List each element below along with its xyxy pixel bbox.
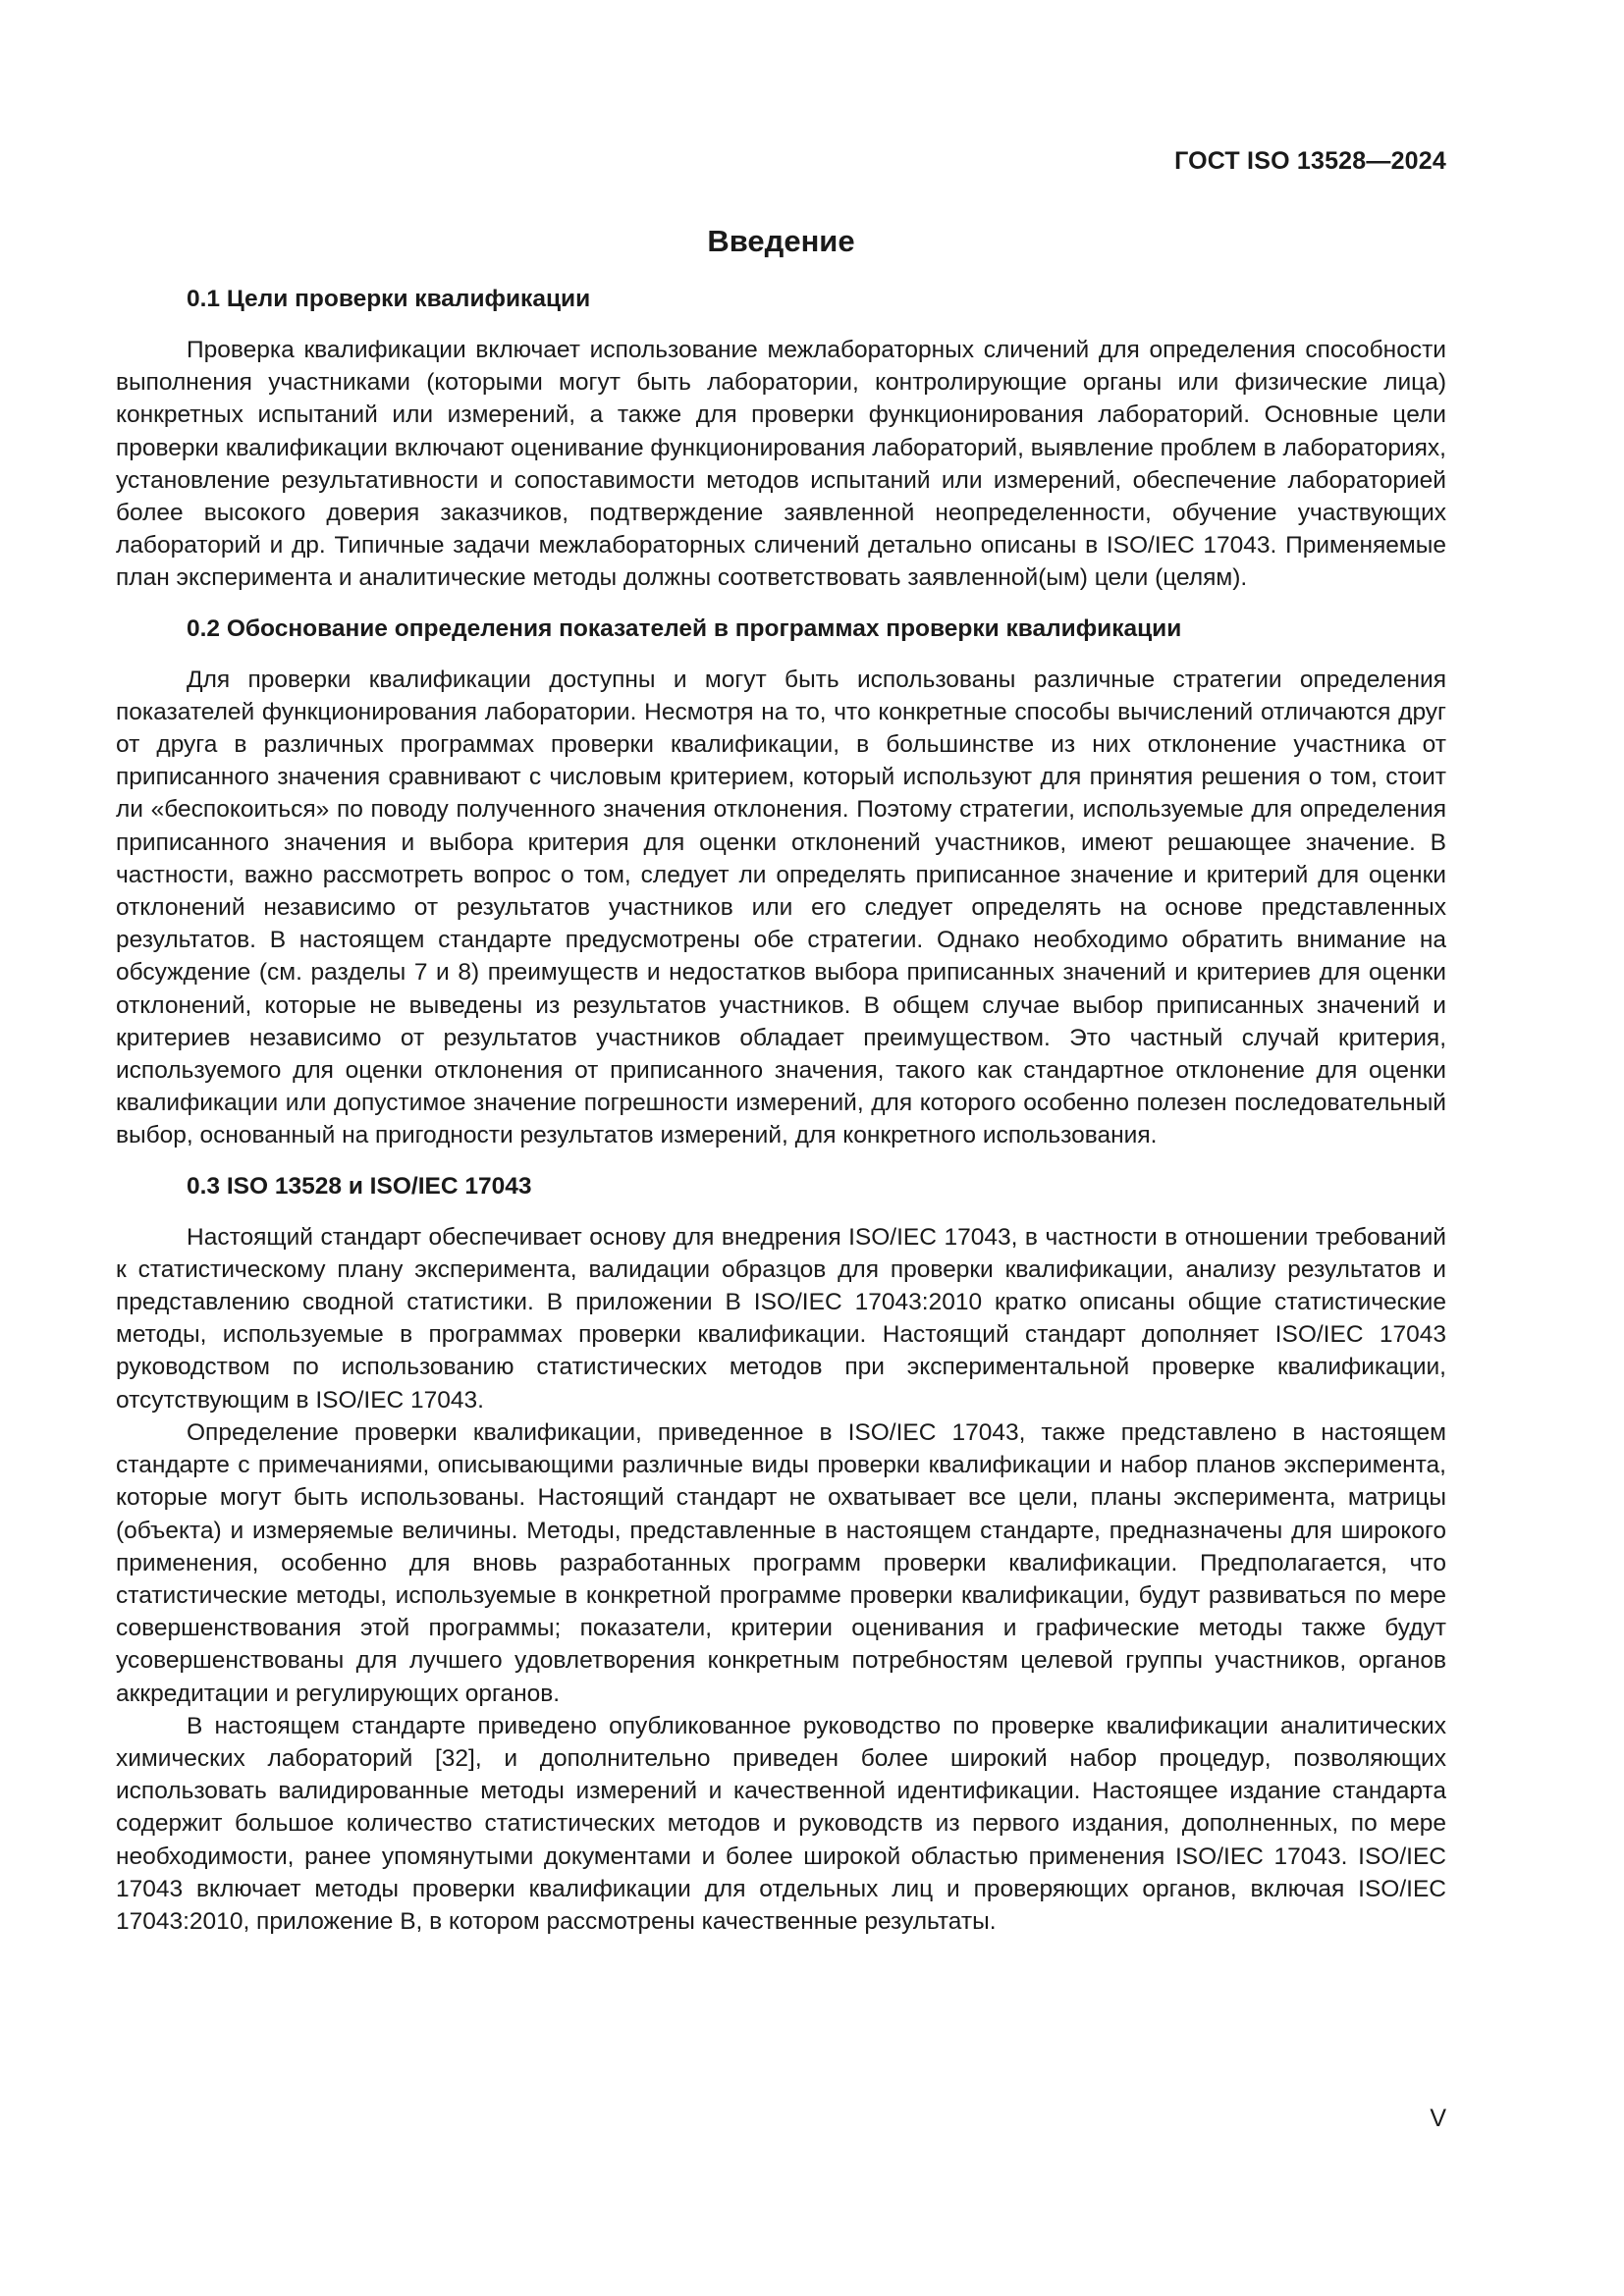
document-code: ГОСТ ISO 13528—2024 [1174,147,1446,175]
page-number: V [1430,2105,1446,2132]
section-0-2-paragraph: Для проверки квалификации доступны и могут быть использованы различные стратегии определения показателей функционирования лаборатории. Несмотря на то, что конкретные способы вычислений отличаются друг от друга в различных программах проверки квалификации, в большинстве из них отклонение участника от приписанного значения сравнивают с числовым критерием, который используют для принятия решения о том, стоит ли «беспокоиться» по поводу полученного значения отклонения. Поэтому стратегии, используемые для определения приписанного значения и выбора критерия для оценки отклонений участников, имеют решающее значение. В частности, важно рассмотреть вопрос о том, следует ли определять приписанное значение и критерий для оценки отклонений независимо от результатов участников или его следует определять на основе представленных результатов. В настоящем стандарте предусмотрены обе стратегии. Однако необходимо обратить внимание на обсуждение (см. разделы 7 и 8) преимуществ и недостатков выбора приписанных значений и критериев для оценки отклонений, которые не выведены из результатов участников. В общем случае выбор приписанных значений и критериев независимо от результатов участников обладает преимуществом. Это частный случай критерия, используемого для оценки отклонения от приписанного значения, такого как стандартное отклонение для оценки квалификации или допустимое значение погрешности измерений, для которого особенно полезен последовательный выбор, основанный на пригодности результатов измерений, для конкретного использования. [116,666,1446,1149]
section-heading-0-3: 0.3 ISO 13528 и ISO/IEC 17043 [187,1172,532,1200]
section-0-1-paragraph: Проверка квалификации включает использование межлабораторных сличений для определения способности выполнения участниками (которыми могут быть лаборатории, контролирующие органы или физические лица) конкретных испытаний или измерений, а также для проверки функционирования лабораторий. Основные цели проверки квалификации включают оценивание функционирования лабораторий, выявление проблем в лабораториях, установление результативности и сопоставимости методов испытаний или измерений, обеспечение лабораторией более высокого доверия заказчиков, подтверждение заявленной неопределенности, обучение участвующих лабораторий и др. Типичные задачи межлабораторных сличений детально описаны в ISO/IEC 17043. Применяемые план эксперимента и аналитические методы должны соответствовать заявленной(ым) цели (целям). [116,337,1446,592]
section-heading-0-2: 0.2 Обоснование определения показателей в программах проверки квалификации [187,614,1182,642]
section-heading-0-1: 0.1 Цели проверки квалификации [187,286,591,312]
section-0-3-paragraph-1: Настоящий стандарт обеспечивает основу для внедрения ISO/IEC 17043, в частности в отношении требований к статистическому плану эксперимента, валидации образцов для проверки квалификации, анализу результатов и представлению сводной статистики. В приложении В ISO/IEC 17043:2010 кратко описаны общие статистические методы, используемые в программах проверки квалификации. Настоящий стандарт дополняет ISO/IEC 17043 руководством по использованию статистических методов при экспериментальной проверке квалификации, отсутствующим в ISO/IEC 17043. [116,1223,1446,1414]
section-0-3-paragraph-2: Определение проверки квалификации, приведенное в ISO/IEC 17043, также представлено в настоящем стандарте с примечаниями, описывающими различные виды проверки квалификации и набор планов эксперимента, которые могут быть использованы. Настоящий стандарт не охватывает все цели, планы эксперимента, матрицы (объекта) и измеряемые величины. Методы, представленные в настоящем стандарте, предназначены для широкого применения, особенно для вновь разработанных программ проверки квалификации. Предполагается, что статистические методы, используемые в конкретной программе проверки квалификации, будут развиваться по мере совершенствования этой программы; показатели, критерии оценивания и графические методы также будут усовершенствованы для лучшего удовлетворения конкретным потребностям целевой группы участников, органов аккредитации и регулирующих органов. [116,1418,1446,1707]
document-body [116,222,1446,1938]
page-title: Введение [707,224,855,258]
section-0-3-paragraph-3: В настоящем стандарте приведено опубликованное руководство по проверке квалификации аналитических химических лабораторий [32], и дополнительно приведен более широкий набор процедур, позволяющих использовать валидированные методы измерений и качественной идентификации. Настоящее издание стандарта содержит большое количество статистических методов и руководств из первого издания, дополненных, по мере необходимости, ранее упомянутыми документами и более широкой областью применения ISO/IEC 17043. ISO/IEC 17043 включает методы проверки квалификации для отдельных лиц и проверяющих органов, включая ISO/IEC 17043:2010, приложение B, в котором рассмотрены качественные результаты. [116,1712,1446,1935]
